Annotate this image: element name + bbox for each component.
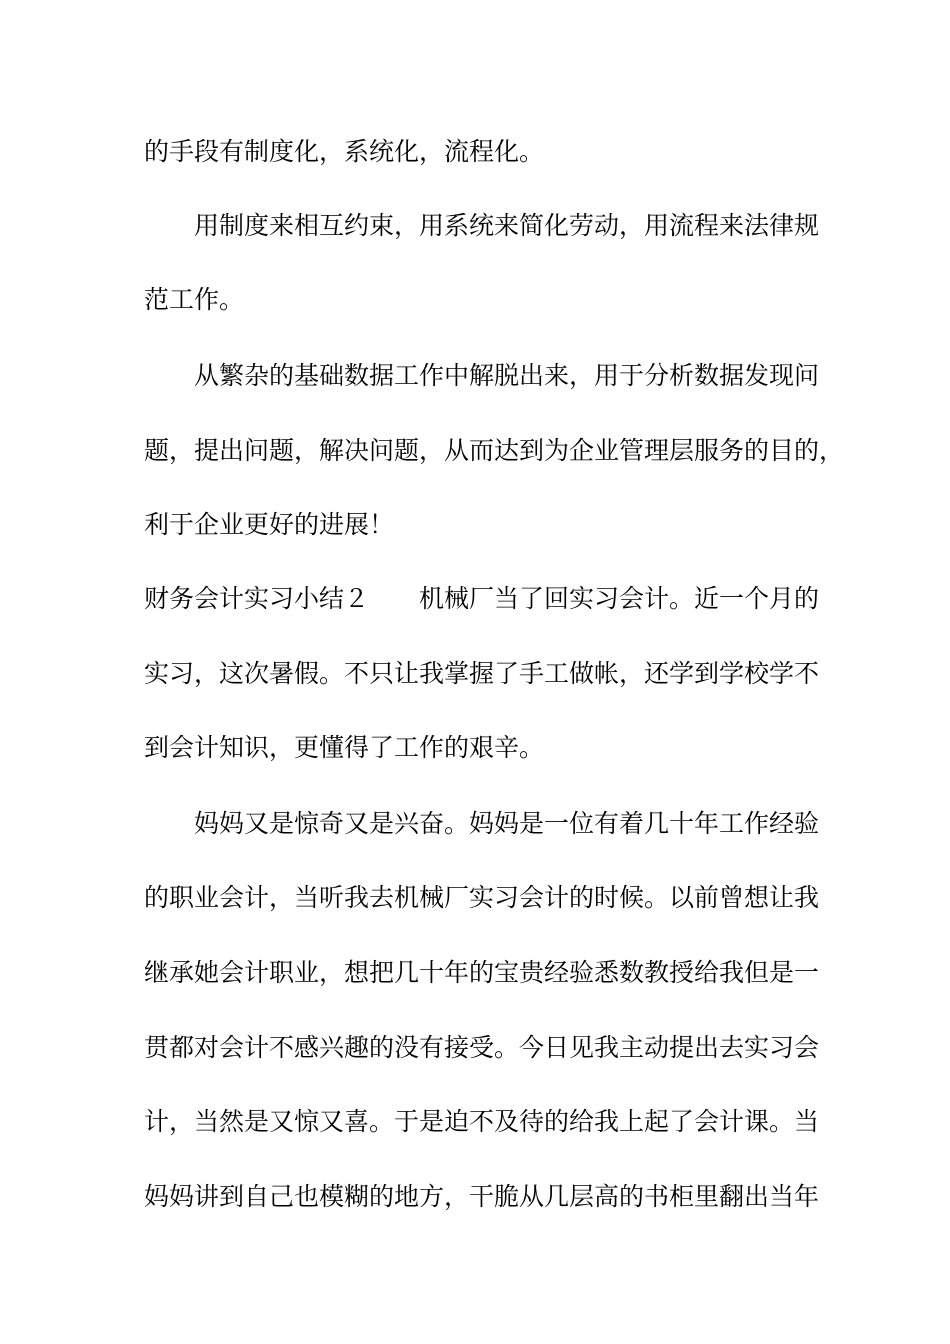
text-line: 利于企业更好的进展！ [144,510,395,539]
text-line: 贯都对会计不感兴趣的没有接受。今日见我主动提出去实习会 [144,1033,820,1062]
text-line: 题，提出问题，解决问题，从而达到为企业管理层服务的目的， [144,436,845,465]
text-line: 实习，这次暑假。不只让我掌握了手工做帐，还学到学校学不 [144,659,820,688]
text-line: 从繁杂的基础数据工作中解脱出来，用于分析数据发现问 [194,361,820,390]
text-line: 继承她会计职业，想把几十年的宝贵经验悉数教授给我但是一 [144,958,820,987]
section-heading-line: 财务会计实习小结２ 机械厂当了回实习会计。近一个月的 [144,584,820,613]
text-line: 妈妈讲到自己也模糊的地方，干脆从几层高的书柜里翻出当年 [144,1182,820,1211]
text-line: 的职业会计，当听我去机械厂实习会计的时候。以前曾想让我 [144,883,820,912]
text-line: 妈妈又是惊奇又是兴奋。妈妈是一位有着几十年工作经验 [194,809,820,838]
text-line: 用制度来相互约束，用系统来简化劳动，用流程来法律规 [194,211,820,240]
text-line: 到会计知识，更懂得了工作的艰辛。 [144,733,545,762]
text-line: 计，当然是又惊又喜。于是迫不及待的给我上起了会计课。当 [144,1107,820,1136]
text-line: 的手段有制度化，系统化，流程化。 [144,137,545,166]
text-line: 范工作。 [144,285,245,314]
